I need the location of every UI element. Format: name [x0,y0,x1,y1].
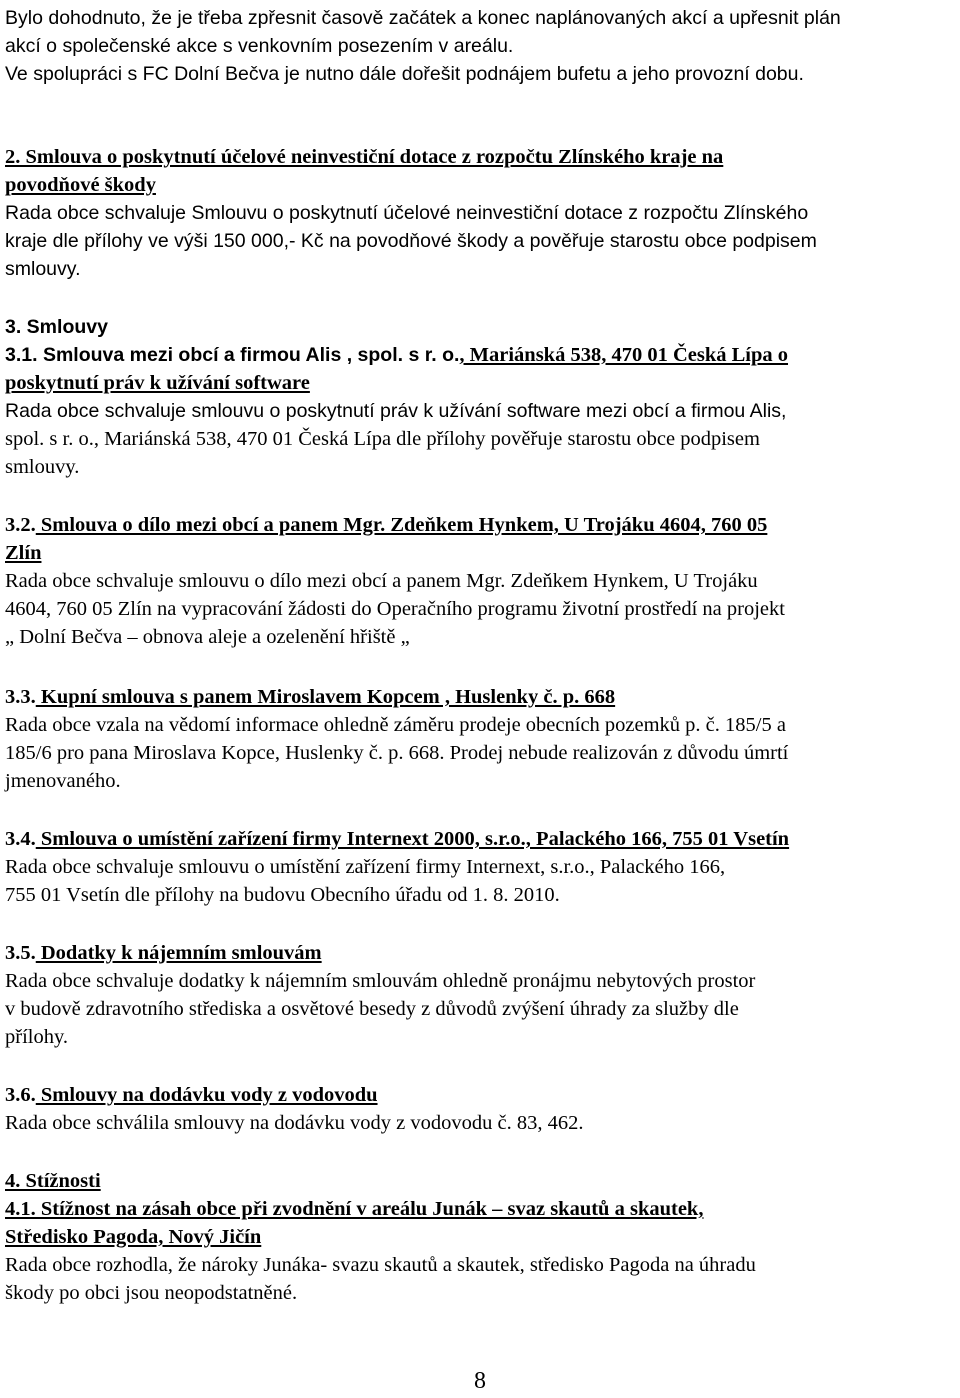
section-4-1-heading-line-2: Středisko Pagoda, Nový Jičín [5,1226,262,1248]
section-3-6-heading-rest: Smlouvy na dodávku vody z vodovodu [35,1084,378,1106]
section-3-heading: 3. Smlouvy [5,316,108,338]
section-4-heading: 4. Stížnosti [5,1170,101,1192]
section-3-3-heading [5,683,615,711]
section-3-2-body-line-1: Rada obce schvaluje smlouvu o dílo mezi obcí a panem Mgr. Zdeňkem Hynkem, U Trojáku [5,570,758,592]
intro-line-2: akcí o společenské akce s venkovním posezením v areálu. [5,35,514,57]
section-3-1-heading-line-2: poskytnutí práv k užívání software [5,372,310,394]
section-3-5-body-line-2: v budově zdravotního střediska a osvětové besedy z důvodů zvýšení úhrady za služby dle [5,998,739,1020]
section-2-heading-line-2: povodňové škody [5,174,156,196]
section-3-6-body-line-1: Rada obce schválila smlouvy na dodávku vody z vodovodu č. 83, 462. [5,1112,584,1134]
section-3-2-heading-prefix: 3.2. [5,514,36,536]
section-3-4-heading [5,825,789,853]
section-3-3-body-line-2: 185/6 pro pana Miroslava Kopce, Huslenky č. p. 668. Prodej nebude realizován z důvodu úmrtí [5,742,789,764]
section-3-5-heading-prefix: 3.5. [5,942,36,964]
section-3-6-heading-prefix: 3.6. [5,1084,36,1106]
section-2-body-line-1: Rada obce schvaluje Smlouvu o poskytnutí účelové neinvestiční dotace z rozpočtu Zlínského [5,202,809,224]
section-3-5-body-line-3: přílohy. [5,1026,69,1048]
section-3-2-heading-line-2: Zlín [5,542,42,564]
section-3-2-body-line-2: 4604, 760 05 Zlín na vypracování žádosti do Operačního programu životní prostředí na projekt [5,598,785,620]
section-4-1-heading-line-1: 4.1. Stížnost na zásah obce při zvodnění v areálu Junák – svaz skautů a skautek, [5,1198,704,1220]
section-3-1-heading-prefix: 3.1. Smlouva mezi obcí a firmou Alis , spol. s r. o. [5,344,460,366]
section-3-4-body-line-2: 755 01 Vsetín dle přílohy na budovu Obecního úřadu od 1. 8. 2010. [5,884,560,906]
section-4-1-body-line-2: škody po obci jsou neopodstatněné. [5,1282,298,1304]
section-3-1-heading-line-1 [5,341,788,369]
section-3-1-body-line-3: smlouvy. [5,456,80,478]
section-3-2-body-line-3: „ Dolní Bečva – obnova aleje a ozelenění hřiště „ [5,626,410,648]
section-3-1-heading-rest: , Mariánská 538, 470 01 Česká Lípa o [459,344,789,366]
section-3-5-heading-rest: Dodatky k nájemním smlouvám [35,942,322,964]
section-3-3-body-line-1: Rada obce vzala na vědomí informace ohledně záměru prodeje obecních pozemků p. č. 185/5 a [5,714,786,736]
section-3-4-heading-prefix: 3.4. [5,828,36,850]
section-2-heading-line-1: 2. Smlouva o poskytnutí účelové neinvestiční dotace z rozpočtu Zlínského kraje na [5,146,724,168]
intro-line-1: Bylo dohodnuto, že je třeba zpřesnit časově začátek a konec naplánovaných akcí a upřesnit plán [5,7,841,29]
section-2-body-line-2: kraje dle přílohy ve výši 150 000,- Kč na povodňové škody a pověřuje starostu obce podpisem [5,230,817,252]
section-3-4-heading-rest: Smlouva o umístění zařízení firmy Internext 2000, s.r.o., Palackého 166, 755 01 Vsetín [35,828,790,850]
section-3-1-body-line-2: spol. s r. o., Mariánská 538, 470 01 Česká Lípa dle přílohy pověřuje starostu obce podpisem [5,428,760,450]
section-3-5-body-line-1: Rada obce schvaluje dodatky k nájemním smlouvám ohledně pronájmu nebytových prostor [5,970,756,992]
section-3-5-heading [5,939,322,967]
section-4-1-body-line-1: Rada obce rozhodla, že nároky Junáka- svazu skautů a skautek, středisko Pagoda na úhradu [5,1254,756,1276]
intro-line-3: Ve spolupráci s FC Dolní Bečva je nutno dále dořešit podnájem bufetu a jeho provozní dobu. [5,63,804,85]
section-3-2-heading-line-1 [5,511,767,539]
section-2-body-line-3: smlouvy. [5,258,81,280]
section-3-1-body-line-1: Rada obce schvaluje smlouvu o poskytnutí práv k užívání software mezi obcí a firmou Alis, [5,400,787,422]
section-3-3-heading-rest: Kupní smlouva s panem Miroslavem Kopcem , Huslenky č. p. 668 [35,686,616,708]
page-number: 8 [474,1368,486,1394]
section-3-2-heading-rest: Smlouva o dílo mezi obcí a panem Mgr. Zdeňkem Hynkem, U Trojáku 4604, 760 05 [35,514,768,536]
section-3-3-heading-prefix: 3.3. [5,686,36,708]
section-3-3-body-line-3: jmenovaného. [5,770,121,792]
section-3-6-heading [5,1081,378,1109]
section-3-4-body-line-1: Rada obce schvaluje smlouvu o umístění zařízení firmy Internext, s.r.o., Palackého 166, [5,856,726,878]
